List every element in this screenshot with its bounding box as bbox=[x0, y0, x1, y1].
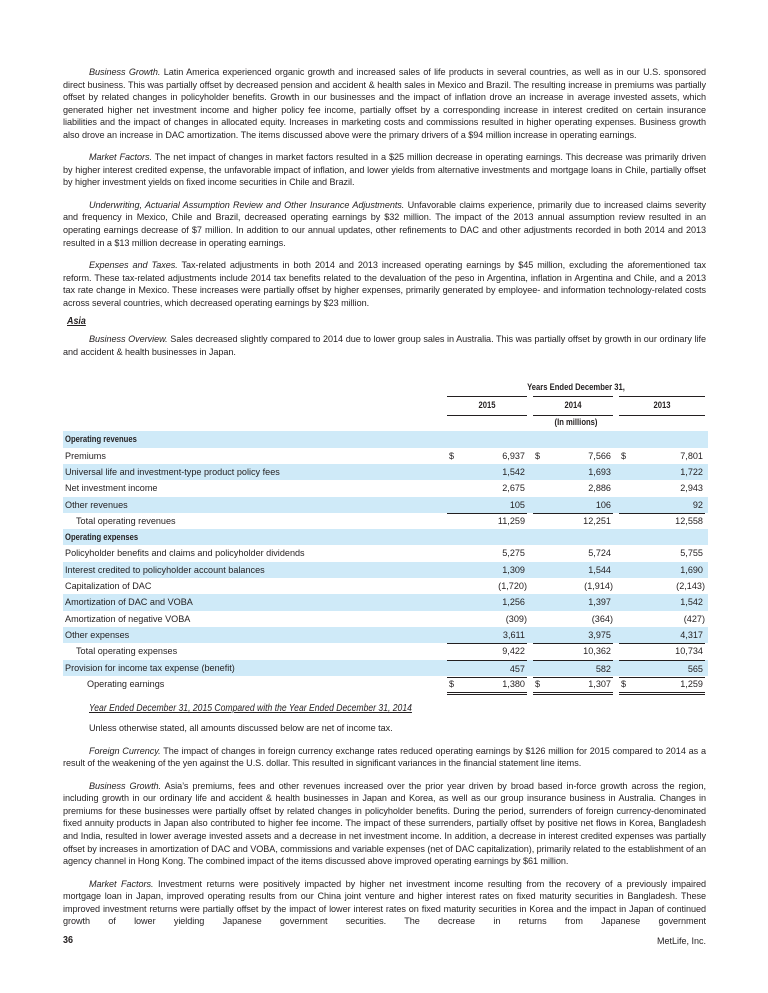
table-row bbox=[63, 594, 708, 610]
table-row bbox=[63, 448, 708, 464]
value-cell: 2,943 bbox=[680, 483, 703, 494]
table-row-grand-total bbox=[63, 676, 708, 692]
value-cell: 1,542 bbox=[680, 597, 703, 608]
table-row bbox=[63, 578, 708, 594]
paragraph-net-of-tax-note: Unless otherwise stated, all amounts discussed below are net of income tax. bbox=[89, 723, 393, 734]
paragraph-foreign-currency: Foreign Currency. The impact of changes in foreign currency exchange rates reduced operating earnings by $126 million for 2015 compared to 2014 as a result of the weakening of the yen against the U.S. dollar. This resulted in significant variances in the financial statement line items. bbox=[63, 745, 706, 769]
table-row bbox=[63, 497, 708, 513]
value-cell: 1,397 bbox=[588, 597, 611, 608]
value-cell: 5,755 bbox=[680, 548, 703, 559]
value-cell: 565 bbox=[619, 660, 705, 678]
table-row bbox=[63, 562, 708, 578]
row-label: Provision for income tax expense (benefit) bbox=[65, 662, 235, 673]
value-cell: $ 1,307 bbox=[533, 676, 613, 695]
units-row bbox=[63, 414, 708, 431]
row-label: Operating revenues bbox=[65, 434, 137, 445]
value-cell: 2,886 bbox=[588, 483, 611, 494]
paragraph-expenses-taxes: Expenses and Taxes. Tax-related adjustments in both 2014 and 2013 increased operating earnings by $45 million, excluding the aforementioned tax reform. These tax-related adjustments include 2014 tax benefits related to the devaluation of the peso in Argentina, inflation in Argentina and Chile, and a 2013 tax rate change in Mexico. These increases were partially offset by higher expenses, primarily generated by employee- and information technology-related costs across several countries, which decreased operating earnings by $23 million. bbox=[63, 260, 706, 308]
paragraph-market-factors: Market Factors. The net impact of changes in market factors resulted in a $25 million decrease in operating earnings. This decrease was primarily driven by higher interest credited expense, the unfavorable impact of inflation, and lower yields from alternative investments and mortgage loans in Chile, partially offset by higher investment yields on fixed income securities in Chile and Brazil. bbox=[63, 152, 706, 188]
currency-symbol: $ bbox=[621, 678, 627, 689]
value-cell: 106 bbox=[533, 497, 613, 514]
row-label: Total operating revenues bbox=[76, 515, 176, 526]
row-label: Universal life and investment-type product policy fees bbox=[65, 466, 280, 477]
table-row bbox=[63, 464, 708, 480]
paragraph-underwriting: Underwriting, Actuarial Assumption Review and Other Insurance Adjustments. Unfavorable claims experience, primarily due to increased claims severity and frequency in Mexico, Chile and Brazil, decreased operating earnings by $32 million. The impact of the 2013 annual assumption review resulted in an operating earnings decrease of $7 million. In addition to our annual updates, other refinements to DAC and other adjustments recorded in both 2014 and 2013 resulted in a $13 million decrease in operating earnings. bbox=[63, 199, 707, 248]
table-row bbox=[63, 611, 708, 627]
value-cell: 11,259 bbox=[447, 513, 527, 530]
row-label: Operating expenses bbox=[65, 532, 139, 543]
value-cell: 12,558 bbox=[619, 513, 705, 530]
value-cell: 1,542 bbox=[502, 466, 525, 477]
value-cell: 3,975 bbox=[533, 627, 613, 644]
value-cell: $ 1,259 bbox=[619, 676, 705, 695]
value-cell: 10,734 bbox=[675, 646, 703, 657]
value-cell: 1,693 bbox=[588, 466, 611, 477]
table-row-total bbox=[63, 643, 708, 659]
page-number: 36 bbox=[63, 935, 74, 946]
value-cell: 4,317 bbox=[619, 627, 705, 644]
comparison-heading: Year Ended December 31, 2015 Compared with the Year Ended December 31, 2014 bbox=[89, 702, 412, 715]
row-label: Policyholder benefits and claims and policyholder dividends bbox=[65, 548, 305, 559]
table-row bbox=[63, 545, 708, 561]
year-column-header: 2013 bbox=[619, 396, 705, 416]
comparison-paragraphs bbox=[63, 722, 706, 928]
document-page bbox=[63, 66, 706, 938]
row-label: Capitalization of DAC bbox=[65, 581, 152, 592]
table-row bbox=[63, 627, 708, 643]
year-column-header: 2015 bbox=[447, 396, 527, 416]
value-cell: (364) bbox=[591, 613, 613, 624]
value-cell: (427) bbox=[683, 613, 705, 624]
value-cell: 3,611 bbox=[447, 627, 527, 644]
currency-symbol: $ bbox=[449, 678, 455, 689]
row-label: Premiums bbox=[65, 450, 106, 461]
value-cell: $ 6,937 bbox=[449, 450, 525, 461]
value-cell: $ 7,566 bbox=[535, 450, 611, 461]
value-cell: 105 bbox=[447, 497, 527, 514]
year-column-header: 2014 bbox=[533, 396, 613, 416]
asia-operating-results-table bbox=[63, 380, 708, 692]
row-label: Operating earnings bbox=[87, 678, 165, 689]
paragraph-business-overview: Business Overview. Sales decreased slightly compared to 2014 due to lower group sales in Australia. This was partially offset by growth in our ordinary life and accident & health businesses in Japan. bbox=[63, 334, 706, 357]
row-label: Net investment income bbox=[65, 483, 158, 494]
units-label: (In millions) bbox=[554, 417, 598, 428]
row-label: Other expenses bbox=[65, 629, 130, 640]
table-header-title: Years Ended December 31, bbox=[527, 382, 625, 393]
value-cell: (2,143) bbox=[676, 581, 705, 592]
value-cell: 582 bbox=[533, 660, 613, 678]
table-header-title-row bbox=[63, 380, 708, 396]
row-label: Amortization of negative VOBA bbox=[65, 613, 191, 624]
table-row bbox=[63, 660, 708, 676]
value-cell: 9,422 bbox=[502, 646, 525, 657]
value-cell: (1,720) bbox=[498, 581, 527, 592]
value-cell: 1,690 bbox=[680, 564, 703, 575]
value-cell: 1,544 bbox=[588, 564, 611, 575]
row-label: Total operating expenses bbox=[76, 646, 178, 657]
table-row-total bbox=[63, 513, 708, 529]
row-label: Other revenues bbox=[65, 499, 128, 510]
value-cell: 12,251 bbox=[533, 513, 613, 530]
currency-symbol: $ bbox=[449, 450, 455, 461]
table-row bbox=[63, 480, 708, 496]
row-label: Amortization of DAC and VOBA bbox=[65, 597, 193, 608]
value-cell: 2,675 bbox=[502, 483, 525, 494]
value-cell: 457 bbox=[447, 660, 527, 678]
value-cell: 1,309 bbox=[502, 564, 525, 575]
table-row bbox=[63, 431, 708, 447]
row-label: Interest credited to policyholder account balances bbox=[65, 564, 265, 575]
value-cell: 1,722 bbox=[680, 466, 703, 477]
currency-symbol: $ bbox=[535, 678, 541, 689]
value-cell: (309) bbox=[505, 613, 527, 624]
paragraph-business-growth-asia: Business Growth. Asia’s premiums, fees and other revenues increased over the prior year driven by broad based in-force growth across the region, including growth in our ordinary life and accident & health businesses in Japan and Korea, as well as our group insurance business in Australia. Changes in premiums for these businesses were partially offset by related changes in policyholder benefits. During the period, surrenders of foreign currency-denominated fixed annuity products in Japan also contributed to higher fee income. The impact of these surrenders, partially offset by positive net flows in Korea, Bangladesh and India, resulted in lower average invested assets and a decrease in net investment income. In addition, a decrease in interest credited expenses was partially offset by increases in amortization of DAC and VOBA, commissions and variable expenses (net of DAC capitalization), primarily related to the establishment of an agency channel in Hong Kong. The combined impact of the items discussed above improved operating earnings by $61 million. bbox=[63, 780, 706, 867]
latin-america-paragraphs bbox=[63, 66, 706, 309]
section-heading-asia: Asia bbox=[67, 315, 86, 328]
value-cell: 1,256 bbox=[502, 597, 525, 608]
value-cell: (1,914) bbox=[584, 581, 613, 592]
value-cell: 5,724 bbox=[588, 548, 611, 559]
value-cell: $ 7,801 bbox=[621, 450, 703, 461]
value-cell: 5,275 bbox=[502, 548, 525, 559]
footer-company-name: MetLife, Inc. bbox=[656, 936, 706, 946]
paragraph-market-factors-asia: Market Factors. Investment returns were positively impacted by higher net investment income resulting from the recovery of a previously impaired mortgage loan in Japan, improved operating results from our China joint venture and higher interest rates on fixed maturity securities in Bangladesh. These improved investment returns were partially offset by the impact of lower interest rates on fixed maturity securities in Korea and the impact in Japan of continued growth of lower yielding Japanese government securities. The decrease in returns from Japanese government bbox=[63, 878, 706, 927]
value-cell: $ 1,380 bbox=[447, 676, 527, 695]
value-cell: 92 bbox=[619, 497, 705, 514]
currency-symbol: $ bbox=[621, 450, 627, 461]
value-cell: 10,362 bbox=[583, 646, 611, 657]
currency-symbol: $ bbox=[535, 450, 541, 461]
table-year-header-row bbox=[63, 396, 708, 414]
table-row bbox=[63, 529, 708, 545]
paragraph-business-growth: Business Growth. Latin America experienced organic growth and increased sales of life products in several countries, as well as in our U.S. sponsored direct business. This was partially offset by decreased pension and accident & health sales in Mexico and Brazil. The resulting increase in premiums was partially offset by related changes in policyholder benefits. Growth in our businesses and the impact of inflation drove an increase in average invested assets, which generated higher net investment income and higher policy fee income, partially offset by a corresponding increase in interest credited on certain insurance liabilities and the impact of changes in allocated equity. Increases in marketing costs and commissions resulted in higher operating expenses. Business growth also drove an increase in DAC amortization. The items discussed above were the primary drivers of a $94 million increase in operating earnings. bbox=[63, 67, 706, 140]
